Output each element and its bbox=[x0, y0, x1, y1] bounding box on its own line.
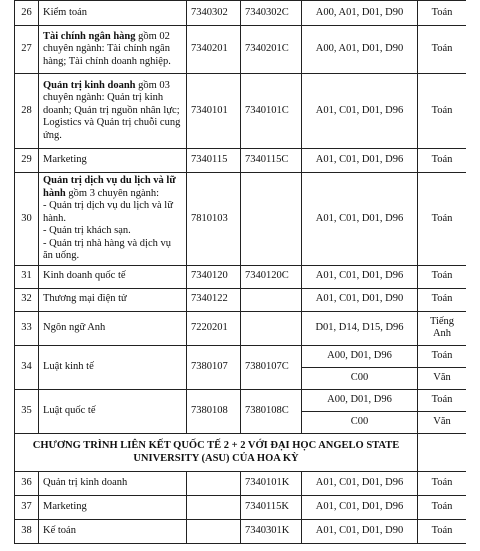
table-row bbox=[15, 288, 467, 311]
row-number: 36 bbox=[15, 471, 39, 495]
table-row bbox=[15, 74, 467, 149]
main-subject: Toán bbox=[418, 26, 467, 74]
program-code-k: 7340115K bbox=[241, 495, 302, 519]
main-subject: Văn bbox=[418, 367, 467, 389]
section-banner: CHƯƠNG TRÌNH LIÊN KẾT QUỐC TẾ 2 + 2 VỚI ĐẠI HỌC ANGELO STATE UNIVERSITY (ASU) CỦA HOA KỲ bbox=[15, 433, 418, 471]
row-number: 37 bbox=[15, 495, 39, 519]
program-name bbox=[39, 173, 187, 266]
table-row bbox=[15, 265, 467, 288]
table-row bbox=[15, 345, 467, 367]
row-number: 35 bbox=[15, 389, 39, 433]
specialization-item: - Quản trị khách sạn. bbox=[43, 225, 131, 236]
main-subject: Toán bbox=[418, 519, 467, 543]
subject-combinations: A00, A01, D01, D90 bbox=[302, 26, 418, 74]
main-subject: Toán bbox=[418, 173, 467, 266]
subject-combinations: C00 bbox=[302, 411, 418, 433]
main-subject: Văn bbox=[418, 411, 467, 433]
specialization-list bbox=[43, 200, 182, 263]
program-code-c bbox=[241, 311, 302, 345]
table-row bbox=[15, 1, 467, 26]
specialization-item: - Quản trị dịch vụ du lịch và lữ hành. bbox=[43, 200, 173, 224]
table-row bbox=[15, 519, 467, 543]
program-code-c: 7340120C bbox=[241, 265, 302, 288]
row-number: 34 bbox=[15, 345, 39, 389]
main-subject: Toán bbox=[418, 471, 467, 495]
program-code: 7340201 bbox=[187, 26, 241, 74]
program-name bbox=[39, 26, 187, 74]
program-code-k: 7340301K bbox=[241, 519, 302, 543]
main-subject: Toán bbox=[418, 389, 467, 411]
main-subject: Toán bbox=[418, 1, 467, 26]
program-code-c: 7340201C bbox=[241, 26, 302, 74]
row-number: 30 bbox=[15, 173, 39, 266]
subject-combinations: A00, D01, D96 bbox=[302, 345, 418, 367]
program-code-c: 7380107C bbox=[241, 345, 302, 389]
table-row bbox=[15, 149, 467, 173]
program-name: Thương mại điện tử bbox=[39, 288, 187, 311]
row-number: 31 bbox=[15, 265, 39, 288]
table-row bbox=[15, 173, 467, 266]
subject-combinations: A00, A01, D01, D90 bbox=[302, 1, 418, 26]
program-name bbox=[39, 74, 187, 149]
program-code-c bbox=[241, 288, 302, 311]
program-code: 7340122 bbox=[187, 288, 241, 311]
main-subject: Toán bbox=[418, 265, 467, 288]
program-name-detail: gồm 02 chuyên ngành: Tài chính ngân hàng; Tài chính doanh nghiệp. bbox=[43, 30, 171, 67]
subject-combinations: A01, C01, D01, D96 bbox=[302, 265, 418, 288]
program-code: 7810103 bbox=[187, 173, 241, 266]
subject-combinations: A01, C01, D01, D90 bbox=[302, 519, 418, 543]
program-code: 7380107 bbox=[187, 345, 241, 389]
table-row bbox=[15, 26, 467, 74]
row-number: 29 bbox=[15, 149, 39, 173]
program-code: 7380108 bbox=[187, 389, 241, 433]
program-code bbox=[187, 471, 241, 495]
program-code: 7220201 bbox=[187, 311, 241, 345]
program-name: Kế toán bbox=[39, 519, 187, 543]
main-subject: Toán bbox=[418, 288, 467, 311]
program-name-bold: Tài chính ngân hàng bbox=[43, 30, 136, 42]
program-code: 7340101 bbox=[187, 74, 241, 149]
subject-combinations: A00, D01, D96 bbox=[302, 389, 418, 411]
admissions-table bbox=[14, 0, 466, 544]
row-number: 28 bbox=[15, 74, 39, 149]
subject-combinations: A01, C01, D01, D90 bbox=[302, 288, 418, 311]
table-row bbox=[15, 389, 467, 411]
program-name: Quản trị kinh doanh bbox=[39, 471, 187, 495]
program-code: 7340302 bbox=[187, 1, 241, 26]
row-number: 26 bbox=[15, 1, 39, 26]
program-code-c: 7340101C bbox=[241, 74, 302, 149]
program-name-bold: Quản trị kinh doanh bbox=[43, 79, 136, 91]
program-name: Marketing bbox=[39, 149, 187, 173]
subject-combinations: A01, C01, D01, D96 bbox=[302, 74, 418, 149]
program-code: 7340120 bbox=[187, 265, 241, 288]
row-number: 27 bbox=[15, 26, 39, 74]
specialization-item: - Quản trị nhà hàng và dịch vụ ăn uống. bbox=[43, 237, 172, 261]
main-subject: Toán bbox=[418, 495, 467, 519]
program-code-c: 7340302C bbox=[241, 1, 302, 26]
document-page bbox=[14, 0, 466, 551]
program-name: Kinh doanh quốc tế bbox=[39, 265, 187, 288]
program-code bbox=[187, 519, 241, 543]
program-name-detail: gồm 3 chuyên ngành: bbox=[65, 187, 160, 199]
section-banner-row bbox=[15, 433, 467, 471]
main-subject: Toán bbox=[418, 149, 467, 173]
main-subject: Toán bbox=[418, 74, 467, 149]
program-name: Luật kinh tế bbox=[39, 345, 187, 389]
program-code-c bbox=[241, 173, 302, 266]
program-code bbox=[187, 495, 241, 519]
program-name: Ngôn ngữ Anh bbox=[39, 311, 187, 345]
row-number: 38 bbox=[15, 519, 39, 543]
main-subject: Toán bbox=[418, 345, 467, 367]
program-name: Marketing bbox=[39, 495, 187, 519]
table-row bbox=[15, 471, 467, 495]
program-code-k: 7340101K bbox=[241, 471, 302, 495]
subject-combinations: A01, C01, D01, D96 bbox=[302, 495, 418, 519]
program-code-c: 7340115C bbox=[241, 149, 302, 173]
subject-combinations: A01, C01, D01, D96 bbox=[302, 149, 418, 173]
main-subject: Tiếng Anh bbox=[418, 311, 467, 345]
table-row bbox=[15, 495, 467, 519]
table-row bbox=[15, 311, 467, 345]
program-name: Luật quốc tế bbox=[39, 389, 187, 433]
subject-combinations: C00 bbox=[302, 367, 418, 389]
program-name-detail: gồm 03 chuyên ngành: Quản trị kinh doanh; Quản trị nguồn nhân lực; Logistics và Quản trị chuỗi cung ứng. bbox=[43, 79, 181, 141]
subject-combinations: A01, C01, D01, D96 bbox=[302, 471, 418, 495]
banner-empty-cell bbox=[418, 433, 467, 471]
program-code-c: 7380108C bbox=[241, 389, 302, 433]
row-number: 33 bbox=[15, 311, 39, 345]
program-name-bold: Quản trị dịch vụ du lịch và lữ hành bbox=[43, 175, 176, 199]
program-code: 7340115 bbox=[187, 149, 241, 173]
subject-combinations: A01, C01, D01, D96 bbox=[302, 173, 418, 266]
program-name: Kiểm toán bbox=[39, 1, 187, 26]
row-number: 32 bbox=[15, 288, 39, 311]
subject-combinations: D01, D14, D15, D96 bbox=[302, 311, 418, 345]
